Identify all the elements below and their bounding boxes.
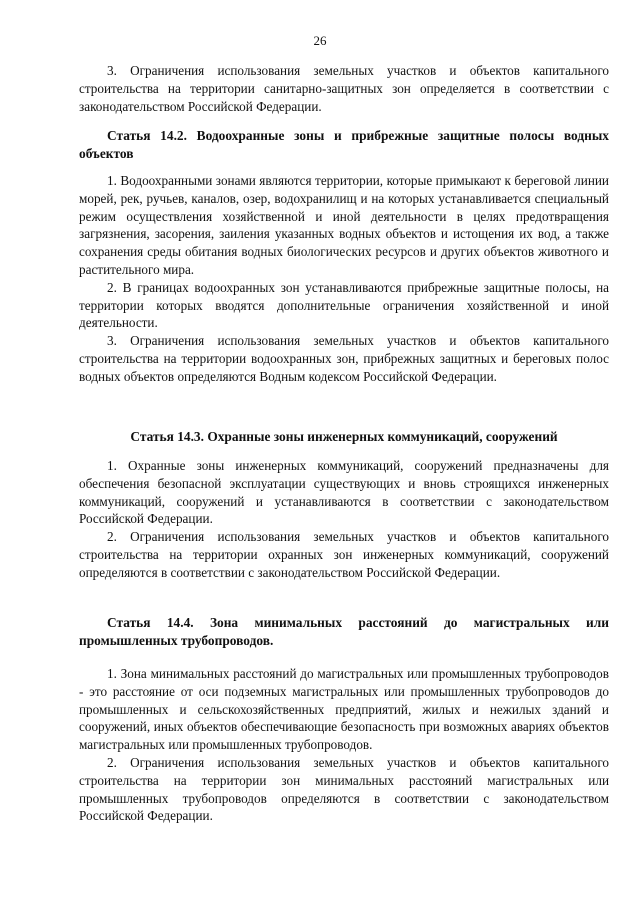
article-14-2-title: Статья 14.2. Водоохранные зоны и прибрежные защитные полосы водных объектов (79, 128, 609, 161)
paragraph: 2. Ограничения использования земельных участков и объектов капитального строительства на территории охранных зон инженерных коммуникаций, сооружений определяются в соответствии с законодательством Российской Федерации. (79, 529, 609, 580)
paragraph: 2. Ограничения использования земельных участков и объектов капитального строительства на территории зон минимальных расстояний магистральных или промышленных трубопроводов определяются в соответствии с законодательством Российской Федерации. (79, 754, 609, 824)
article-14-2-title-block (79, 127, 609, 163)
article-14-4-title: Статья 14.4. Зона минимальных расстояний до магистральных или промышленных трубопроводов. (79, 615, 609, 648)
paragraph: 1. Зона минимальных расстояний до магистральных или промышленных трубопроводов - это расстояние от оси подземных магистральных или промышленных трубопроводов до промышленных и сельскохозяйственных предприятий, жилых и нежилых зданий и сооружений, иных объектов обеспечивающие безопасность при возможных авариях объектов магистральных или промышленных трубопроводов. (79, 666, 609, 753)
article-14-4-title-block (79, 614, 609, 650)
article-14-3-body (79, 457, 609, 582)
article-14-4-body (79, 665, 609, 825)
page-number: 26 (313, 33, 327, 48)
article-14-3-title-block (79, 428, 609, 446)
article-14-3-title: Статья 14.3. Охранные зоны инженерных коммуникаций, сооружений (130, 429, 558, 444)
paragraph: 1. Охранные зоны инженерных коммуникаций, сооружений предназначены для обеспечения безопасной эксплуатации существующих и вновь строящихся инженерных коммуникаций, сооружений и устанавливаются в соответствии с законодательством Российской Федерации. (79, 458, 609, 527)
intro-section (79, 62, 609, 115)
paragraph: 2. В границах водоохранных зон устанавливаются прибрежные защитные полосы, на территории которых вводятся дополнительные ограничения хозяйственной и иной деятельности. (79, 279, 609, 331)
paragraph: 3. Ограничения использования земельных участков и объектов капитального строительства на территории санитарно-защитных зон определяется в соответствии с законодательством Российской Федерации. (79, 63, 609, 114)
paragraph: 1. Водоохранными зонами являются территории, которые примыкают к береговой линии морей, рек, ручьев, каналов, озер, водохранилищ и на которых устанавливается специальный режим осуществления хозяйственной и иной деятельности в целях предотвращения загрязнения, засорения, заиления указанных водных объектов и истощения их вод, а также сохранения среды обитания водных биологических ресурсов и других объектов животного и растительного мира. (79, 173, 609, 277)
paragraph: 3. Ограничения использования земельных участков и объектов капитального строительства на территории водоохранных зон, прибрежных защитных и береговых полос водных объектов определяются Водным кодексом Российской Федерации. (79, 333, 609, 384)
article-14-2-body (79, 172, 609, 386)
